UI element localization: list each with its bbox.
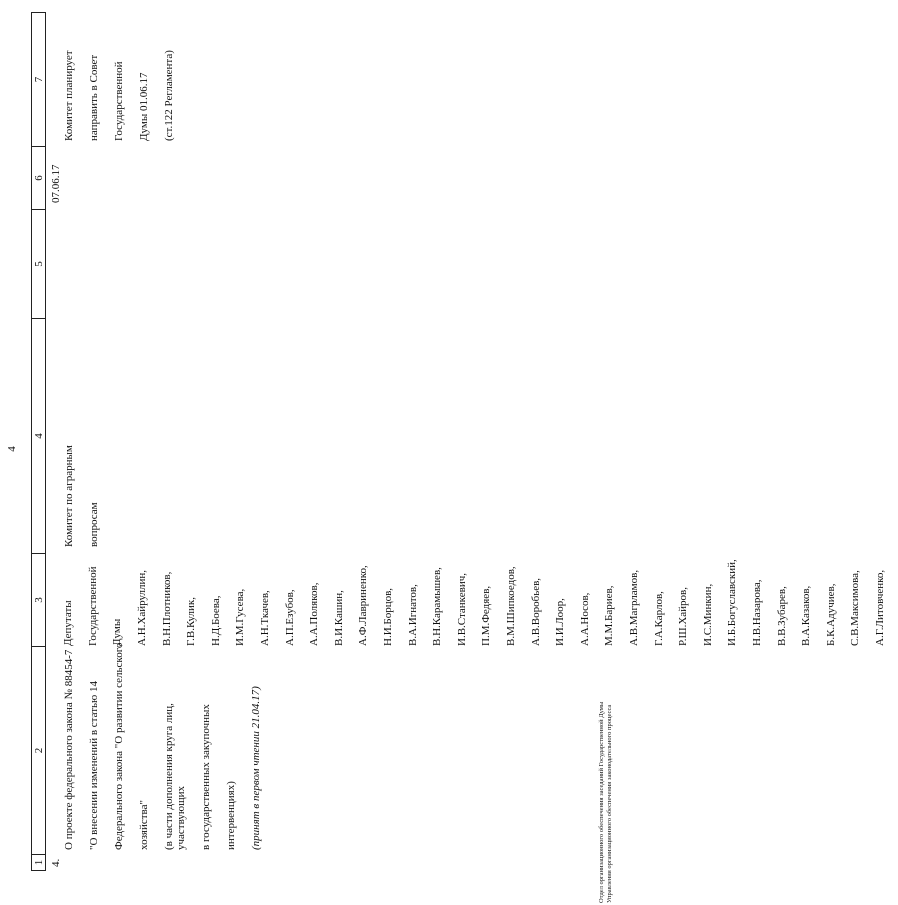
initiator-line: Думы	[111, 618, 124, 646]
bill-title-line: хозяйства"	[137, 800, 150, 850]
header-col-4: 4	[33, 433, 45, 439]
header-col-6: 6	[33, 175, 45, 181]
bill-title-line: (в части дополнения круга лиц, участвующих	[162, 703, 187, 850]
initiator-line: Р.Ш.Хайров,	[677, 587, 690, 646]
initiator-line: А.Н.Хайруллин,	[136, 570, 149, 646]
initiator-line: А.Г.Литовченко,	[873, 569, 886, 646]
bill-title	[50, 640, 275, 850]
initiator-line: В.А.Игнатов,	[406, 584, 419, 646]
header-col-5: 5	[33, 261, 45, 267]
footer-line: Отдел организационного обеспечения заседаний Государственной Думы	[598, 701, 605, 903]
initiator-line: Депутаты	[62, 600, 75, 646]
page-footer	[598, 702, 614, 903]
initiator-line: В.В.Зубарев,	[775, 586, 788, 646]
header-col-7: 7	[33, 76, 45, 83]
initiator-line: И.И.Лоор,	[554, 598, 567, 646]
initiator-line: В.Н.Плотников,	[160, 571, 173, 646]
initiator-line: М.М.Бариев,	[603, 585, 616, 646]
initiator-line: Г.В.Кулик,	[185, 597, 198, 646]
initiator-line: Государственной	[86, 566, 99, 646]
initiator-line: А.А.Поляков,	[308, 582, 321, 646]
initiator-line: И.С.Минкин,	[701, 583, 714, 646]
initiator-line: А.Н.Ткачев,	[259, 590, 272, 646]
initiator-line: Н.Д.Боева,	[209, 595, 222, 646]
header-col-3: 3	[33, 597, 45, 603]
first-reading-note: (принят в первом чтении 21.04.17)	[250, 686, 262, 850]
row-number: 4.	[50, 858, 62, 867]
committee-line: вопросам	[87, 502, 100, 547]
initiator-line: А.В.Магрламов,	[627, 569, 640, 646]
initiator-line: С.В.Максимова,	[849, 570, 862, 646]
initiator-line: Г.А.Карлов,	[652, 591, 665, 646]
initiator-line: В.Н.Карамышев,	[431, 567, 444, 646]
initiator-line: Н.И.Борцов,	[382, 587, 395, 646]
planned-action	[50, 13, 188, 141]
initiator-line: А.В.Воробьев,	[529, 577, 542, 646]
initiators-list	[50, 546, 898, 646]
initiator-line: В.М.Шипкоедов,	[504, 566, 517, 646]
bill-title-line: Федерального закона "О развитии сельского	[112, 642, 125, 850]
planned-action-line: направить в Совет	[87, 54, 100, 141]
initiator-line: И.М.Гусева,	[234, 588, 247, 646]
initiator-line: А.Ф.Лавриненко,	[357, 565, 370, 646]
initiator-line: И.Б.Богуславский,	[726, 559, 739, 646]
initiator-line: Н.В.Назарова,	[750, 579, 763, 646]
date-value: 07.06.17	[50, 164, 62, 203]
initiator-line: В.И.Кашин,	[332, 590, 345, 646]
page-number: 4	[6, 446, 18, 452]
header-col-1: 1	[33, 859, 45, 866]
bill-title-line: в государственных закупочных	[200, 704, 212, 850]
bill-title-line: "О внесении изменений в статью 14	[87, 681, 100, 850]
planned-action-line: Комитет планирует	[62, 50, 75, 141]
responsible-committee	[50, 367, 113, 547]
bill-title-line: интервенциях)	[225, 781, 237, 850]
planned-action-line: (ст.122 Регламента)	[162, 50, 175, 141]
committee-line: Комитет по аграрным	[62, 445, 75, 547]
initiator-line: И.В.Станкевич,	[455, 573, 468, 646]
planned-action-line: Думы 01.06.17	[137, 72, 150, 141]
initiator-line: А.А.Носов,	[578, 592, 591, 646]
bill-title-line: О проекте федерального закона № 88454-7	[62, 649, 75, 850]
footer-line: Управления организационного обеспечения законодательного процесса	[606, 704, 613, 903]
initiator-line: В.А.Казаков,	[800, 585, 813, 646]
initiator-line: Б.К.Адучиев,	[824, 583, 837, 646]
header-col-2: 2	[33, 747, 45, 754]
initiator-line: А.П.Езубов,	[283, 589, 296, 646]
col-divider	[31, 870, 46, 871]
planned-action-line: Государственной	[112, 61, 125, 141]
initiator-line: П.М.Федяев,	[480, 585, 493, 646]
